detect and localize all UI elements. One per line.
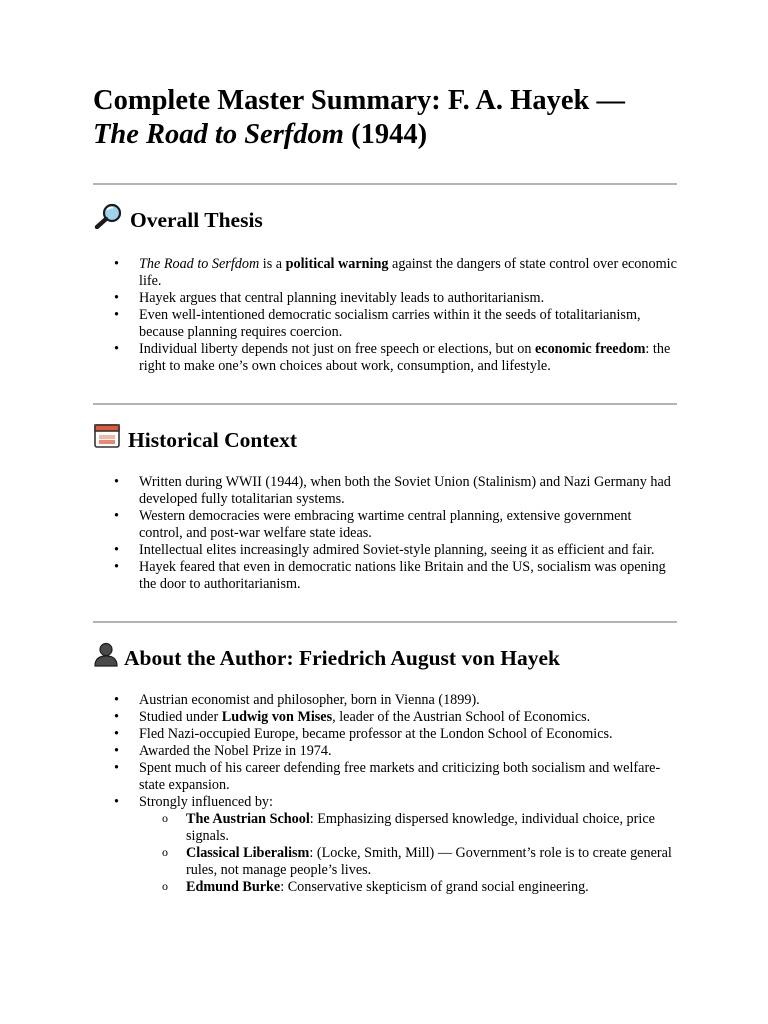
person-icon (93, 641, 119, 674)
list-item: • The Road to Serfdom is a political warning against the dangers of state control over economic life. (93, 256, 677, 290)
section-heading-context (93, 423, 677, 456)
list-item: • Written during WWII (1944), when both the Soviet Union (Stalinism) and Nazi Germany had developed fully totalitarian systems. (93, 474, 677, 508)
list-item: • Even well-intentioned democratic socialism carries within it the seeds of totalitarianism, because planning requires coercion. (93, 307, 677, 341)
calendar-icon (93, 423, 121, 456)
section-heading-label: Historical Context (128, 427, 297, 452)
sub-list-item: o The Austrian School: Emphasizing dispersed knowledge, individual choice, price signals. (139, 811, 677, 845)
influences-list (139, 811, 677, 896)
page-title (93, 84, 677, 152)
author-list (93, 692, 677, 896)
list-item: • Hayek feared that even in democratic nations like Britain and the US, socialism was opening the door to authoritarianism. (93, 559, 677, 593)
section-heading-label: Overall Thesis (130, 207, 263, 232)
list-item: • Awarded the Nobel Prize in 1974. (93, 743, 677, 760)
divider (93, 183, 677, 185)
list-item: • Spent much of his career defending free markets and criticizing both socialism and welfare-state expansion. (93, 760, 677, 794)
section-heading-author (93, 641, 677, 674)
thesis-list (93, 256, 677, 375)
magnifying-glass-icon (93, 203, 123, 236)
divider (93, 403, 677, 405)
list-item: • Studied under Ludwig von Mises, leader of the Austrian School of Economics. (93, 709, 677, 726)
section-heading-label: About the Author: Friedrich August von Hayek (124, 645, 561, 670)
title-year: (1944) (351, 119, 428, 150)
list-item: • Intellectual elites increasingly admired Soviet-style planning, seeing it as efficient and fair. (93, 542, 677, 559)
list-item: • Austrian economist and philosopher, born in Vienna (1899). (93, 692, 677, 709)
section-heading-thesis (93, 203, 677, 236)
title-book: The Road to Serfdom (93, 119, 344, 150)
document-page (93, 84, 677, 896)
list-item: • Strongly influenced by: o The Austrian School: Emphasizing dispersed knowledge, individual choice, price signals. o Classical Liberalism: (Locke, Smith, Mill) — Government’s role is to create general rules, not manage people’s lives. o Edmund Burke: Conservative skepticism of grand social engineering. (93, 794, 677, 896)
list-item: • Fled Nazi-occupied Europe, became professor at the London School of Economics. (93, 726, 677, 743)
list-item: • Western democracies were embracing wartime central planning, extensive government control, and post-war welfare state ideas. (93, 508, 677, 542)
context-list (93, 474, 677, 593)
list-item: • Hayek argues that central planning inevitably leads to authoritarianism. (93, 290, 677, 307)
title-line-1: Complete Master Summary: F. A. Hayek — (93, 85, 625, 116)
list-item: • Individual liberty depends not just on free speech or elections, but on economic freedom: the right to make one’s own choices about work, consumption, and lifestyle. (93, 341, 677, 375)
divider (93, 621, 677, 623)
sub-list-item: o Classical Liberalism: (Locke, Smith, Mill) — Government’s role is to create general rules, not manage people’s lives. (139, 845, 677, 879)
sub-list-item: o Edmund Burke: Conservative skepticism of grand social engineering. (139, 879, 677, 896)
